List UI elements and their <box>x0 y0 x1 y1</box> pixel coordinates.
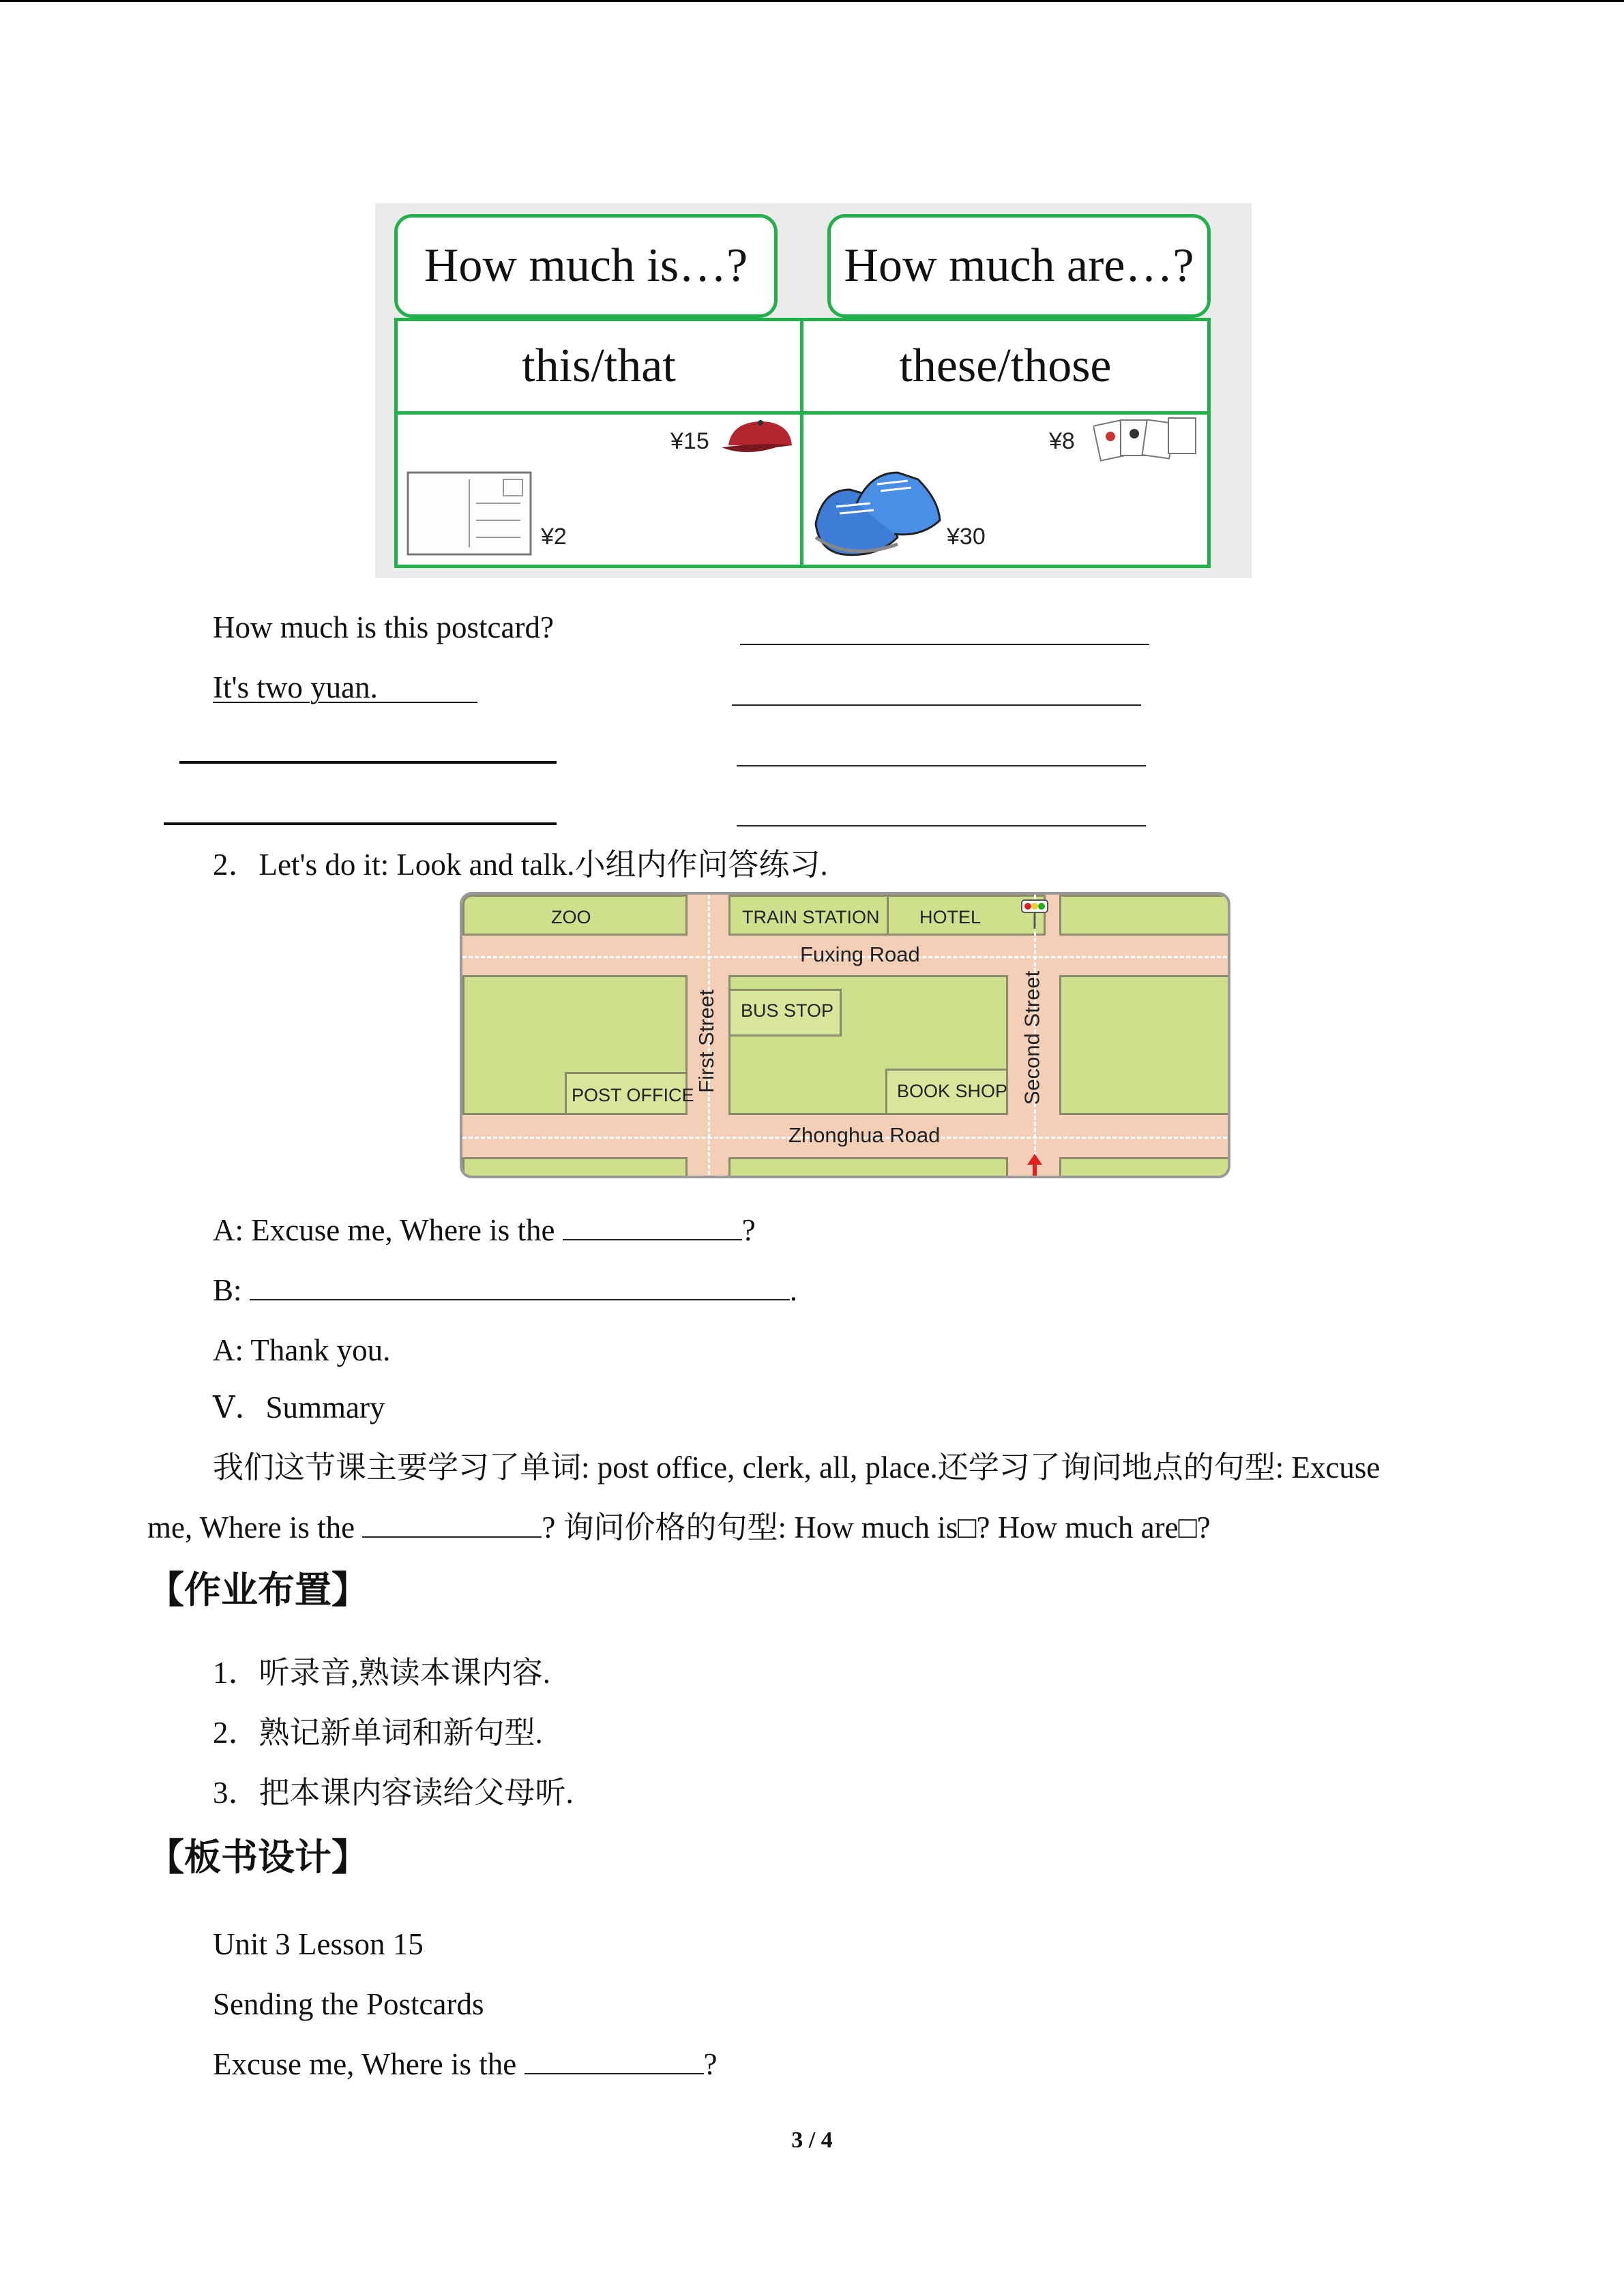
these-those-label: these/those <box>899 340 1112 392</box>
book-shop-label: BOOK SHOP <box>897 1081 1008 1101</box>
south-block-c <box>728 1157 1008 1178</box>
these-those-cell <box>800 318 1211 415</box>
directions-blank[interactable] <box>250 1272 790 1300</box>
page-top-border <box>0 0 1624 2</box>
answer-blank[interactable] <box>732 704 1141 706</box>
postcard-price: ¥2 <box>541 524 567 550</box>
homework-item: 3．把本课内容读给父母听. <box>213 1776 574 1810</box>
board-title: Sending the Postcards <box>213 1987 484 2021</box>
postcard-icon <box>404 469 534 558</box>
dialogue-b: B: . <box>213 1273 798 1307</box>
dialogue-a2: A: Thank you. <box>213 1333 391 1367</box>
how-much-are-title: How much are…? <box>844 239 1194 292</box>
hotel-label: HOTEL <box>919 907 981 927</box>
fuxing-road-label: Fuxing Road <box>800 942 920 966</box>
price-grammar-figure <box>375 203 1252 578</box>
you-are-here-arrow-icon <box>1026 1152 1044 1178</box>
place-blank[interactable] <box>362 1509 542 1538</box>
page-number: 3 / 4 <box>791 2128 833 2153</box>
homework-item: 1．听录音,熟读本课内容. <box>213 1656 551 1690</box>
south-block-w <box>462 1157 688 1178</box>
homework-heading: 【作业布置】 <box>147 1568 368 1611</box>
traffic-light-icon <box>1020 899 1049 929</box>
street-map <box>460 892 1230 1178</box>
summary-heading: Ⅴ．Summary <box>213 1390 385 1425</box>
south-block-e <box>1059 1157 1230 1178</box>
zoo-label: ZOO <box>551 907 591 927</box>
place-blank[interactable] <box>563 1212 742 1240</box>
board-unit: Unit 3 Lesson 15 <box>213 1927 424 1961</box>
homework-item: 2．熟记新单词和新句型. <box>213 1716 543 1750</box>
singular-items-cell <box>394 411 803 568</box>
first-street-label: First Street <box>694 989 718 1093</box>
shoes-icon <box>809 442 945 565</box>
board-design-heading: 【板书设计】 <box>147 1836 368 1879</box>
place-blank[interactable] <box>525 2046 704 2074</box>
exercise-2-instruction: 2．Let's do it: Look and talk.小组内作问答练习. <box>213 848 828 882</box>
answer-blank[interactable] <box>737 825 1146 826</box>
postcard-question: How much is this postcard? <box>213 610 554 644</box>
summary-line-1: 我们这节课主要学习了单词: post office, clerk, all, place.还学习了询问地点的句型: Excuse <box>213 1450 1381 1485</box>
zhonghua-road-label: Zhonghua Road <box>788 1123 941 1147</box>
cap-price: ¥15 <box>670 428 709 454</box>
answer-blank[interactable] <box>179 761 557 764</box>
post-office-label: POST OFFICE <box>572 1085 694 1105</box>
how-much-is-box <box>394 214 778 318</box>
dialogue-a1: A: Excuse me, Where is the ? <box>213 1213 756 1247</box>
answer-blank[interactable] <box>740 644 1149 645</box>
shoes-price: ¥30 <box>947 524 986 550</box>
summary-line-2: me, Where is the ? 询问价格的句型: How much is□? How much are□? <box>147 1510 1211 1545</box>
postcard-answer: It's two yuan. <box>213 670 378 704</box>
east-block-top <box>1059 895 1230 936</box>
cards-price: ¥8 <box>1049 428 1075 454</box>
bus-stop-label: BUS STOP <box>741 1000 834 1021</box>
how-much-are-box <box>827 214 1211 318</box>
plural-items-cell <box>800 411 1211 568</box>
this-that-cell <box>394 318 803 415</box>
east-block <box>1059 975 1230 1115</box>
how-much-is-title: How much is…? <box>424 239 748 292</box>
cards-icon <box>1093 415 1202 466</box>
answer-blank[interactable] <box>164 822 557 825</box>
board-pattern: Excuse me, Where is the ? <box>213 2047 718 2081</box>
answer-blank[interactable] <box>737 765 1146 766</box>
train-station-label: TRAIN STATION <box>742 907 880 927</box>
this-that-label: this/that <box>522 340 676 392</box>
cap-icon <box>718 415 800 462</box>
second-street-label: Second Street <box>1020 970 1044 1105</box>
